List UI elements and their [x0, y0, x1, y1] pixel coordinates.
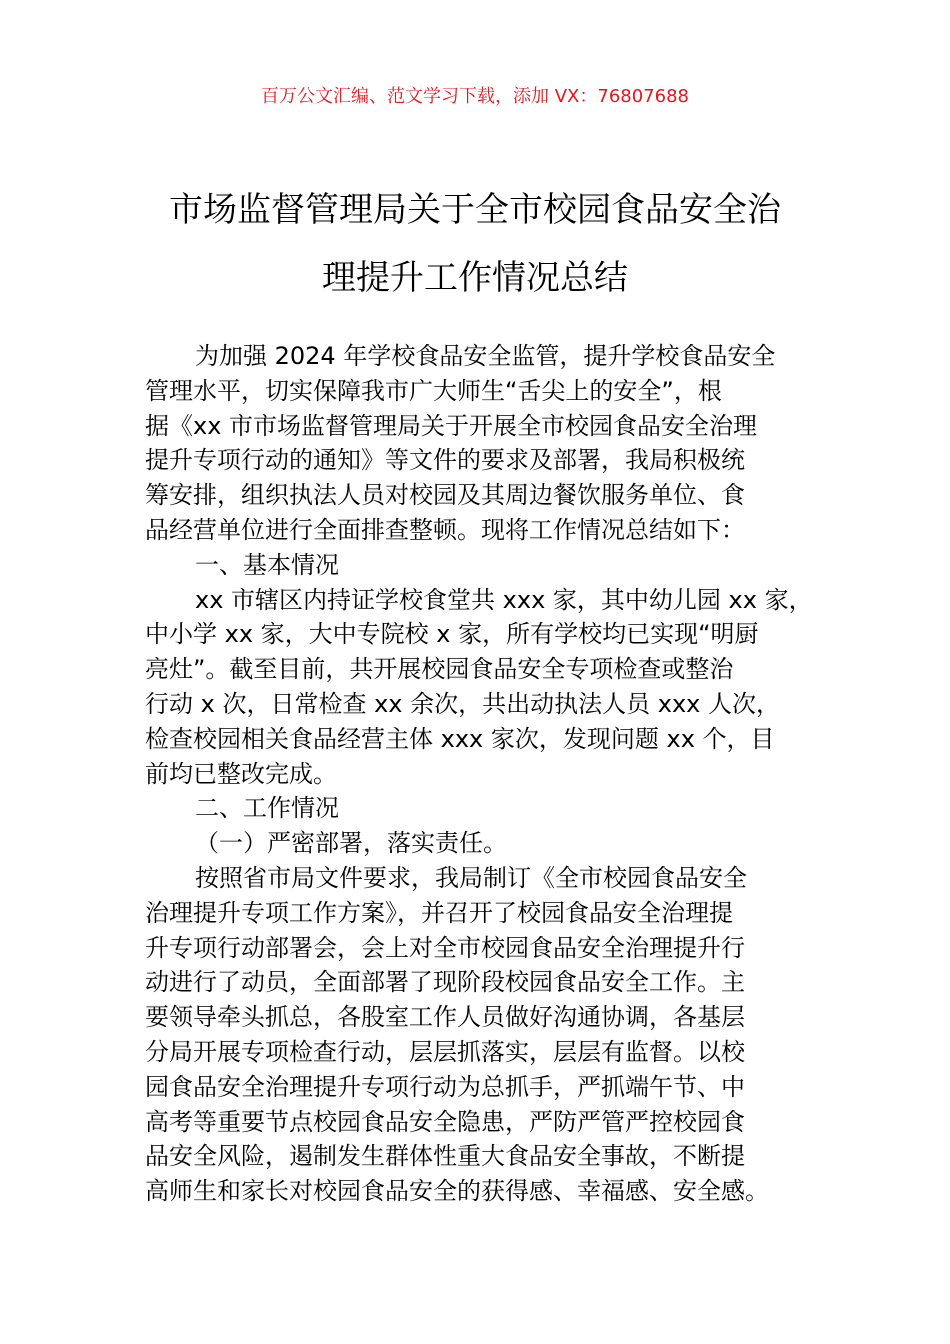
- body-text-line: 二、工作情况: [195, 794, 339, 823]
- document-title: [0, 176, 950, 312]
- body-text-line: 按照省市局文件要求，我局制订《全市校园食品安全: [195, 863, 747, 892]
- body-text-line: 升专项行动部署会，会上对全市校园食品安全治理提升行: [145, 933, 745, 962]
- body-text-line: 园食品安全治理提升专项行动为总抓手，严抓端午节、中: [145, 1072, 745, 1101]
- body-text-line: 前均已整改完成。: [145, 759, 337, 788]
- body-text-line: 据《xx 市市场监督管理局关于开展全市校园食品安全治理: [145, 411, 758, 440]
- body-text-line: （一）严密部署，落实责任。: [195, 829, 507, 858]
- body-text-line: 检查校园相关食品经营主体 xxx 家次，发现问题 xx 个，目: [145, 724, 775, 753]
- body-text-line: 一、基本情况: [195, 550, 339, 579]
- body-text-line: 高师生和家长对校园食品安全的获得感、幸福感、安全感。: [145, 1177, 769, 1206]
- title-line-2: 理提升工作情况总结: [322, 258, 628, 298]
- body-text-line: 筹安排，组织执法人员对校园及其周边餐饮服务单位、食: [145, 481, 745, 510]
- body-text-line: 亮灶”。截至目前，共开展校园食品安全专项检查或整治: [145, 655, 734, 684]
- body-text-line: xx 市辖区内持证学校食堂共 xxx 家，其中幼儿园 xx 家，: [195, 585, 813, 614]
- body-text-line: 要领导牵头抓总，各股室工作人员做好沟通协调，各基层: [145, 1003, 745, 1032]
- body-text-line: 为加强 2024 年学校食品安全监管，提升学校食品安全: [195, 342, 776, 370]
- title-line-1: 市场监督管理局关于全市校园食品安全治: [169, 190, 781, 230]
- body-text-line: 品安全风险，遏制发生群体性重大食品安全事故，不断提: [145, 1142, 745, 1171]
- document-body: [145, 339, 815, 1209]
- body-text-line: 中小学 xx 家，大中专院校 x 家，所有学校均已实现“明厨: [145, 620, 759, 649]
- body-text-line: 提升专项行动的通知》等文件的要求及部署，我局积极统: [145, 446, 745, 475]
- body-text-line: 品经营单位进行全面排查整顿。现将工作情况总结如下：: [145, 515, 745, 544]
- body-text-line: 分局开展专项检查行动，层层抓落实，层层有监督。以校: [145, 1037, 745, 1066]
- body-text-line: 高考等重要节点校园食品安全隐患，严防严管严控校园食: [145, 1107, 745, 1136]
- body-text-line: 行动 x 次，日常检查 xx 余次，共出动执法人员 xxx 人次，: [145, 689, 780, 718]
- body-text-line: 动进行了动员，全面部署了现阶段校园食品安全工作。主: [145, 968, 745, 997]
- body-text-line: 管理水平，切实保障我市广大师生“舌尖上的安全”，根: [145, 376, 722, 405]
- watermark-header: 百万公文汇编、范文学习下载，添加 VX：76807688: [261, 86, 689, 107]
- body-text-line: 治理提升专项工作方案》，并召开了校园食品安全治理提: [145, 898, 733, 927]
